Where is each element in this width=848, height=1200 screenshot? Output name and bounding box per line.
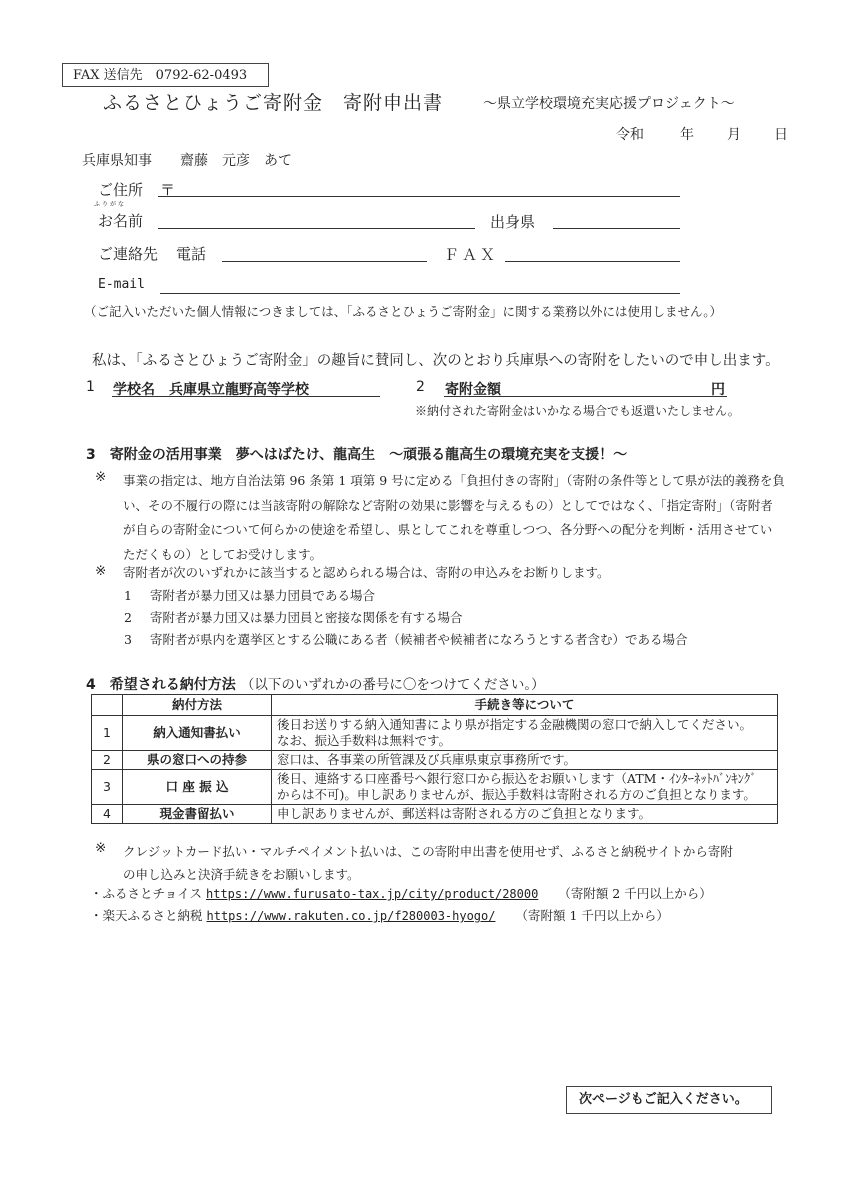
date-day-field[interactable]: 日 (774, 127, 788, 143)
hometown-label: 出身県 (490, 213, 536, 231)
site-url-link[interactable]: https://www.furusato-tax.jp/city/product/28000 (206, 887, 539, 901)
fax-label: ＦＡＸ (444, 246, 499, 264)
procedure-line: なお、振込手数料は無料です。 (277, 733, 452, 748)
next-page-notice: 次ページもご記入ください。 (566, 1086, 772, 1114)
document-title: ふるさとひょうご寄附金 寄附申出書 (103, 92, 444, 114)
designation-note-line: い、その不履行の際には当該寄附の解除など寄附の効果に影響を与えるもの）としてではなく、「指定寄附」（寄附者 (123, 497, 773, 513)
section4-heading-row (86, 673, 545, 694)
row-procedure (272, 716, 778, 751)
row-method: 県の窓口への持参 (123, 751, 272, 770)
phone-field[interactable] (222, 261, 427, 262)
date-era: 令和 (616, 127, 644, 143)
designation-note-line: が自らの寄附金について何らかの使途を希望し、県としてこれを尊重しつつ、各分野への配分を判断・活用させてい (123, 522, 773, 537)
date-month-field[interactable]: 月 (727, 127, 741, 143)
furigana-label: ふりがな (94, 201, 127, 208)
row-number[interactable]: 3 (92, 770, 123, 805)
designation-note (123, 469, 785, 567)
designation-note-line: 事業の指定は、地方自治法第 96 条第 1 項第 9 号に定める「負担付きの寄附」（寄附の条件等として県が法的義務を負 (123, 473, 785, 488)
section4-heading: 4 希望される納付方法 (86, 677, 236, 693)
table-row[interactable] (92, 751, 778, 770)
row-procedure (272, 770, 778, 805)
procedure-line: からは不可)。申し訳ありませんが、振込手数料は寄附される方のご負担となります。 (277, 787, 756, 802)
credit-note-line: クレジットカード払い・マルチペイメント払いは、この寄附申出書を使用せず、ふるさと納税サイトから寄附 (123, 844, 733, 859)
document-subtitle: ～県立学校環境充実応援プロジェクト～ (483, 96, 735, 112)
site-rakuten (90, 906, 669, 924)
procedure-line: 後日お送りする納入通知書により県が指定する金融機関の窓口で納入してください。 (277, 717, 753, 732)
designation-note-line: ただくもの）としてお受けします。 (123, 546, 323, 562)
row-procedure (272, 805, 778, 824)
condition-3 (124, 630, 687, 648)
site-name: ・楽天ふるさと納税 (90, 908, 203, 923)
fax-field[interactable] (505, 261, 680, 262)
table-row[interactable] (92, 770, 778, 805)
site-note: （寄附額 1 千円以上から） (515, 908, 669, 923)
credit-note-mark: ※ (95, 840, 107, 856)
address-field[interactable] (158, 196, 680, 197)
procedure-line: 窓口は、各事業の所管課及び兵庫県東京事務所です。 (277, 752, 577, 767)
condition-text: 寄附者が県内を選挙区とする公職にある者（候補者や候補者になろうとする者含む）である場合 (149, 632, 688, 647)
section2-number: 2 (416, 379, 425, 395)
procedure-line: 後日、連絡する口座番号へ銀行窓口から振込をお願いします（ATM・ｲﾝﾀｰﾈｯﾄﾊﾞﾝｷﾝｸﾞ (277, 771, 757, 786)
addressee: 兵庫県知事 齋藤 元彦 あて (82, 153, 292, 169)
row-method: 納入通知書払い (123, 716, 272, 751)
section3-heading: 3 寄附金の活用事業 夢へはばたけ、龍高生 ～頑張る龍高生の環境充実を支援！～ (86, 447, 628, 463)
name-label: お名前 (98, 212, 144, 230)
row-method: 現金書留払い (123, 805, 272, 824)
name-field[interactable] (158, 228, 475, 229)
donation-amount-field[interactable] (444, 396, 727, 397)
condition-1 (124, 586, 375, 604)
table-header-number (92, 695, 123, 716)
row-number[interactable]: 4 (92, 805, 123, 824)
section1-number: 1 (86, 379, 95, 395)
note1-mark: ※ (95, 469, 107, 485)
email-field[interactable] (160, 293, 680, 294)
yen-unit: 円 (711, 382, 725, 398)
refund-note: ※納付された寄附金はいかなる場合でも返還いたしません。 (415, 404, 740, 418)
table-row[interactable] (92, 716, 778, 751)
intro-statement: 私は、「ふるさとひょうご寄附金」の趣旨に賛同し、次のとおり兵庫県への寄附をしたいので申し出ます。 (92, 353, 780, 369)
email-label: E-mail (98, 277, 145, 292)
row-number[interactable]: 1 (92, 716, 123, 751)
site-furusato-choice (90, 884, 712, 902)
condition-text: 寄附者が暴力団又は暴力団員と密接な関係を有する場合 (149, 610, 463, 625)
table-header-method: 納付方法 (123, 695, 272, 716)
condition-number: 3 (124, 632, 132, 647)
donation-amount-label: 寄附金額 (445, 382, 501, 398)
contact-label: ご連絡先 (98, 245, 159, 263)
credit-note-line: の申し込みと決済手続きをお願いします。 (123, 867, 360, 882)
section4-heading-note: （以下のいずれかの番号に〇をつけてください。） (240, 677, 545, 693)
note2-mark: ※ (95, 563, 107, 579)
site-url-link[interactable]: https://www.rakuten.co.jp/f280003-hyogo/ (206, 909, 496, 923)
refusal-note: 寄附者が次のいずれかに該当すると認められる場合は、寄附の申込みをお断りします。 (123, 565, 610, 580)
row-number[interactable]: 2 (92, 751, 123, 770)
payment-methods-table (91, 694, 778, 824)
address-label: ご住所 (98, 181, 144, 199)
condition-number: 2 (124, 610, 132, 625)
privacy-note: （ご記入いただいた個人情報につきましては、「ふるさとひょうご寄附金」に関する業務以外には使用しません。） (84, 304, 723, 319)
condition-text: 寄附者が暴力団又は暴力団員である場合 (149, 588, 375, 603)
condition-2 (124, 608, 462, 626)
school-name-underline (112, 396, 380, 397)
site-name: ・ふるさとチョイス (90, 886, 203, 901)
fax-destination-box: FAX 送信先 0792-62-0493 (62, 63, 269, 87)
condition-number: 1 (124, 588, 132, 603)
phone-label: 電話 (176, 245, 207, 263)
date-year-field[interactable]: 年 (680, 127, 694, 143)
row-method: 口 座 振 込 (123, 770, 272, 805)
procedure-line: 申し訳ありませんが、郵送料は寄附される方のご負担となります。 (277, 806, 652, 821)
table-header-row (92, 695, 778, 716)
hometown-field[interactable] (553, 228, 680, 229)
school-name: 学校名 兵庫県立龍野高等学校 (113, 382, 309, 398)
table-header-procedure: 手続き等について (272, 695, 778, 716)
postal-mark: 〒 (160, 181, 176, 199)
site-note: （寄附額 2 千円以上から） (558, 886, 712, 901)
table-row[interactable] (92, 805, 778, 824)
credit-note (123, 840, 733, 886)
row-procedure (272, 751, 778, 770)
